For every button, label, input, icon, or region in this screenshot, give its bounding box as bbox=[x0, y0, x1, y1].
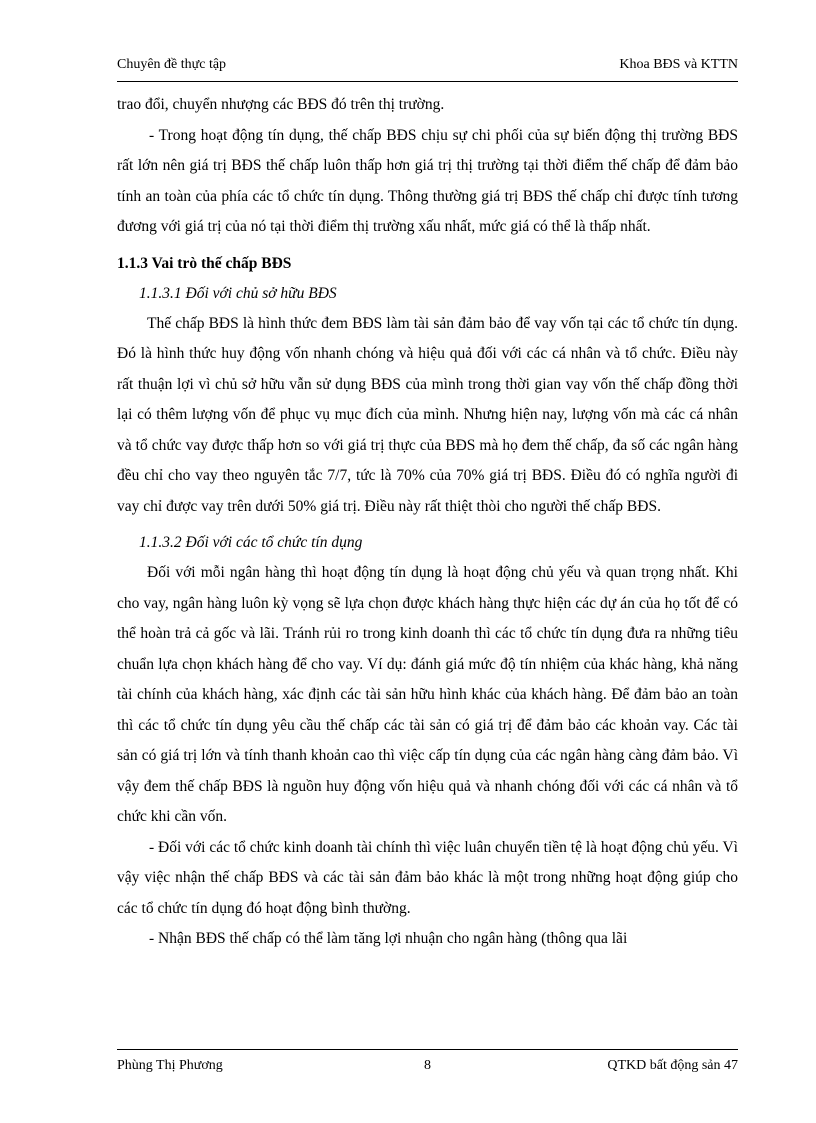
paragraph-continuation: trao đổi, chuyển nhượng các BĐS đó trên thị trường. bbox=[117, 96, 445, 113]
subsection-heading-owner: 1.1.3.1 Đối với chủ sở hữu BĐS bbox=[139, 284, 337, 302]
page-content bbox=[117, 90, 738, 955]
header-report-title: Chuyên đề thực tập bbox=[117, 57, 227, 72]
section-heading: 1.1.3 Vai trò thế chấp BĐS bbox=[117, 254, 292, 272]
subsection-heading-credit-institutions: 1.1.3.2 Đối với các tổ chức tín dụng bbox=[139, 534, 363, 551]
footer-page-number: 8 bbox=[424, 1058, 431, 1073]
page-footer bbox=[117, 1049, 738, 1076]
page-header bbox=[117, 57, 738, 82]
paragraph-owner-role: Thế chấp BĐS là hình thức đem BĐS làm tài sản đảm bảo để vay vốn tại các tổ chức tín dụng. Đó là hình thức huy động vốn nhanh chóng và hiệu quả đối với các cá nhân và tổ chức. Điều này rất thuận lợi vì chủ sở hữu vẫn sử dụng BĐS của mình trong thời gian vay vốn thế chấp đồng thời lại có thêm lượng vốn để phục vụ mục đích của mình. Nhưng hiện nay, lượng vốn mà các cá nhân và tổ chức vay được thấp hơn so với giá trị thực của BĐS mà họ đem thế chấp, đa số các ngân hàng đều chỉ cho vay theo nguyên tắc 7/7, tức là 70% của 70% giá trị BĐS. Điều đó có nghĩa người đi vay chỉ được vay trên dưới 50% giá trị. Điều này rất thiệt thòi cho người thế chấp BĐS. bbox=[117, 314, 738, 515]
paragraph-profit: - Nhận BĐS thế chấp có thể làm tăng lợi nhuận cho ngân hàng (thông qua lãi bbox=[149, 930, 628, 947]
paragraph-financial-org: - Đối với các tổ chức kinh doanh tài chính thì việc luân chuyển tiền tệ là hoạt động chủ yếu. Vì vậy việc nhận thế chấp BĐS và các tài sản đảm bảo khác là một trong những hoạt động giúp cho các tổ chức tín dụng đó hoạt động bình thường. bbox=[117, 838, 738, 917]
header-faculty: Khoa BĐS và KTTN bbox=[619, 57, 738, 72]
footer-author: Phùng Thị Phương bbox=[117, 1058, 223, 1073]
footer-course: QTKD bất động sản 47 bbox=[607, 1058, 738, 1073]
paragraph-bank-role: Đối với mỗi ngân hàng thì hoạt động tín dụng là hoạt động chủ yếu và quan trọng nhất. Khi cho vay, ngân hàng luôn kỳ vọng sẽ lựa chọn được khách hàng thực hiện các dự án của họ tốt để có thể hoàn trả cả gốc và lãi. Tránh rủi ro trong kinh doanh thì các tổ chức tín dụng đưa ra những tiêu chuẩn lựa chọn khách hàng để cho vay. Ví dụ: đánh giá mức độ tín nhiệm của khác hàng, khả năng tài chính của khách hàng, xác định các tài sản hữu hình khác của khách hàng. Để đảm bảo an toàn thì các tổ chức tín dụng yêu cầu thế chấp các tài sản có giá trị để đảm bảo các khoản vay. Các tài sản có giá trị lớn và tính thanh khoản cao thì việc cấp tín dụng của các ngân hàng càng đảm bảo. Vì vậy đem thế chấp BĐS là nguồn huy động vốn hiệu quả và nhanh chóng đối với các cá nhân và tổ chức khi cần vốn. bbox=[117, 564, 738, 825]
paragraph-credit-activity: - Trong hoạt động tín dụng, thế chấp BĐS chịu sự chi phối của sự biến động thị trường BĐS rất lớn nên giá trị BĐS thế chấp luôn thấp hơn giá trị thị trường tại thời điểm thế chấp để đảm bảo tính an toàn của phía các tổ chức tín dụng. Thông thường giá trị BĐS thế chấp chỉ được tính tương đương với giá trị của nó tại thời điểm thị trường xấu nhất, mức giá có thể là thấp nhất. bbox=[117, 126, 738, 235]
